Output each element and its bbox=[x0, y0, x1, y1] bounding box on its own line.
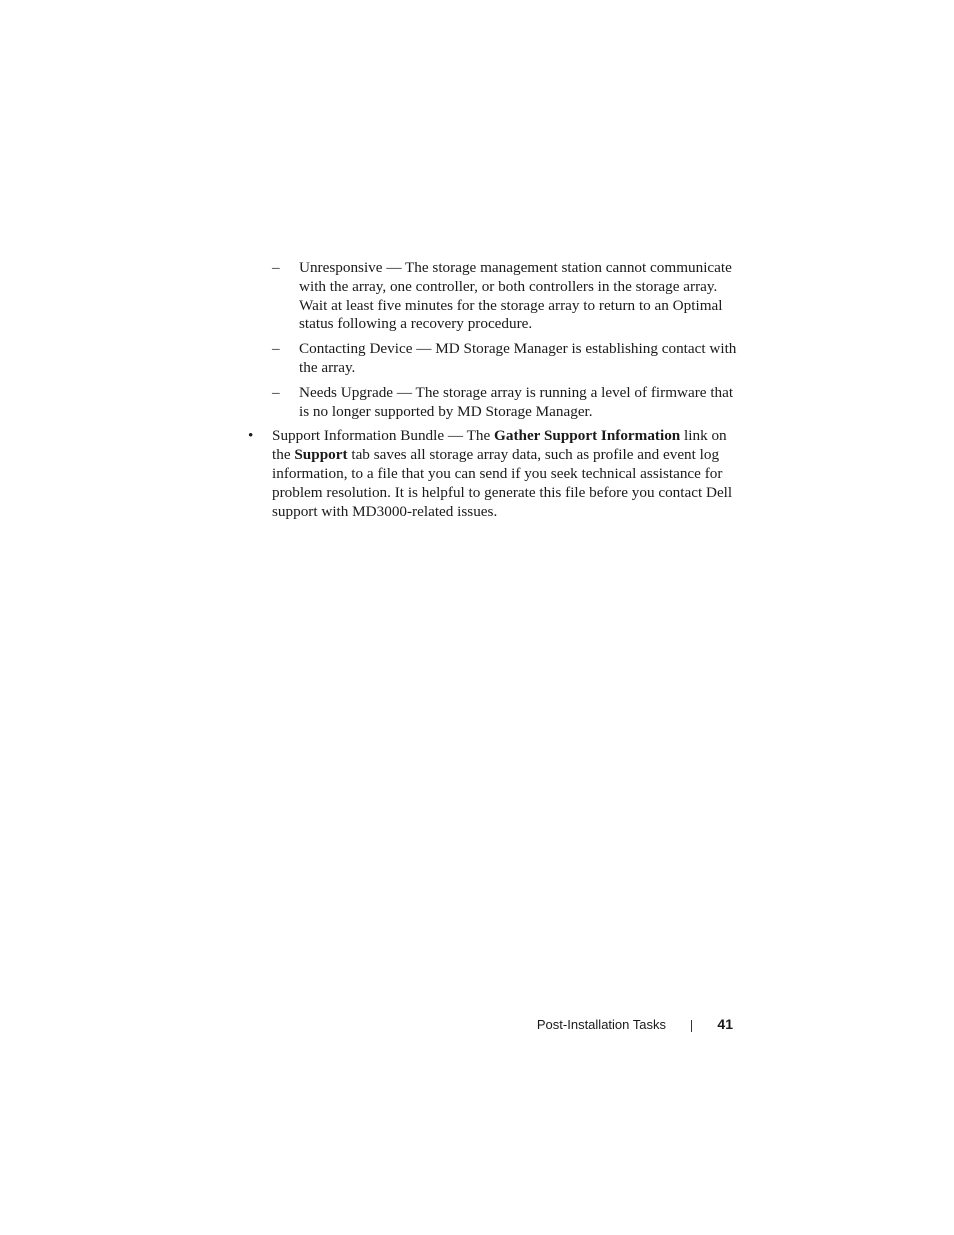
bullet-marker: • bbox=[248, 427, 254, 445]
page-body bbox=[246, 259, 746, 521]
dash-marker: – bbox=[272, 259, 280, 276]
status-description: Unresponsive — The storage management station cannot communicate with the array, one controller, or both controllers in the storage array. Wait at least five minutes for the storage array to return to an Optimal status following a recovery procedure. bbox=[299, 259, 732, 333]
dash-marker: – bbox=[272, 340, 280, 358]
footer-section-title: Post-Installation Tasks bbox=[536, 1017, 666, 1032]
support-tab-name: Support bbox=[294, 446, 348, 464]
bullet-text-part: link on the bbox=[272, 427, 727, 464]
status-list-item-contacting-device bbox=[246, 340, 739, 378]
gather-support-information-link-name: Gather Support Information bbox=[494, 427, 681, 445]
footer-separator bbox=[691, 1020, 692, 1032]
status-description: Needs Upgrade — The storage array is running a level of firmware that is no longer supported by MD Storage Manager. bbox=[299, 383, 734, 420]
status-description: Contacting Device — MD Storage Manager is establishing contact with the array. bbox=[299, 340, 737, 376]
page-number: 41 bbox=[717, 1016, 733, 1032]
bullet-text-part: tab saves all storage array data, such as profile and event log information, to a file that you can send if you seek technical assistance for problem resolution. It is helpful to generate this file before you contact Dell support with MD3000-related issues. bbox=[272, 446, 733, 520]
status-list-item-needs-upgrade bbox=[246, 384, 739, 422]
bullet-text-part: Support Information Bundle — The bbox=[272, 427, 495, 445]
page-footer bbox=[0, 1015, 954, 1035]
status-list-item-unresponsive bbox=[246, 259, 739, 334]
dash-marker: – bbox=[272, 383, 280, 401]
bullet-item-support-information-bundle bbox=[246, 427, 739, 521]
